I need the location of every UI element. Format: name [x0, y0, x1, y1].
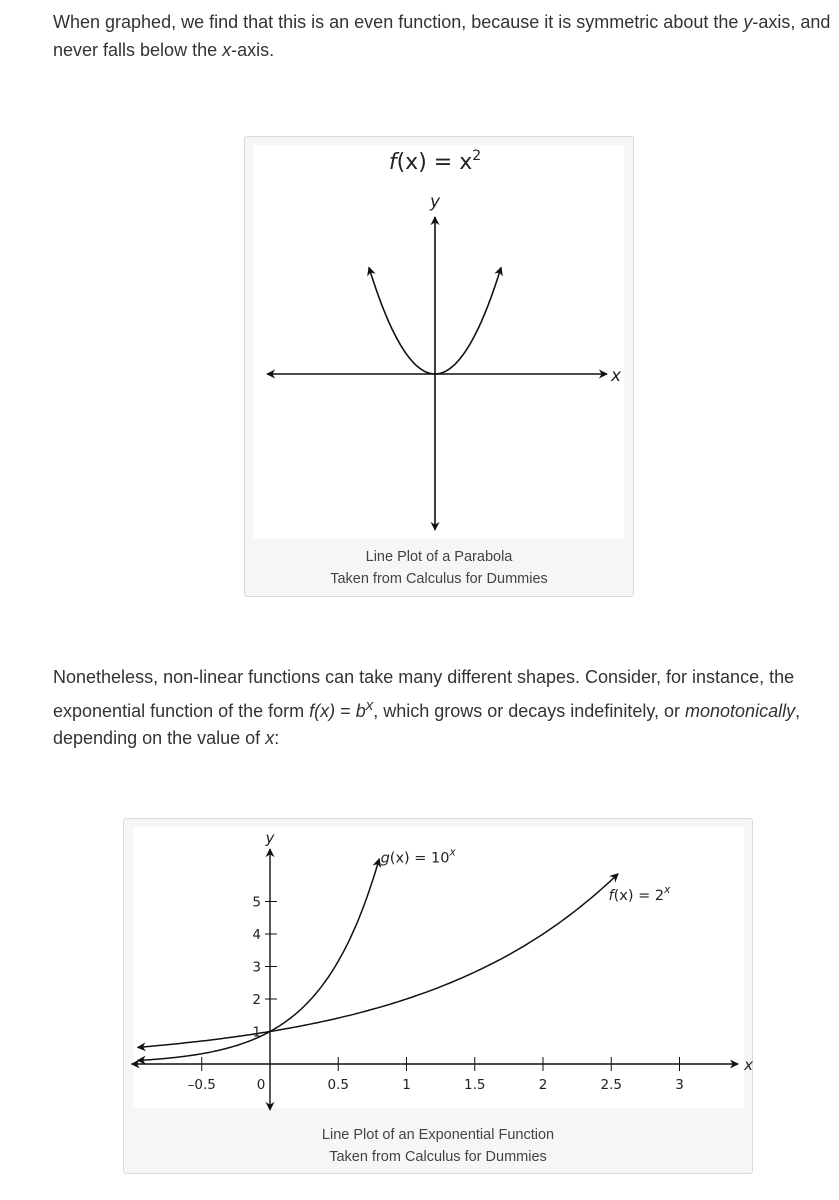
title-rest: (x) = x: [396, 150, 473, 175]
caption-line-2: Taken from Calculus for Dummies: [329, 1149, 547, 1165]
y-tick-label: 1: [252, 1024, 261, 1041]
exponential-plot-area: [133, 827, 753, 1108]
x-axis-label: x: [744, 1056, 753, 1074]
italic-x: x: [265, 728, 275, 748]
x-tick-label: 2.5: [600, 1077, 622, 1093]
caption-line-1: Line Plot of an Exponential Function: [321, 1127, 555, 1143]
y-tick-label: 2: [252, 992, 261, 1008]
exponential-caption: [124, 1124, 752, 1168]
italic-b: b: [355, 700, 366, 721]
parabola-y-label: y: [429, 192, 441, 212]
text-span: , depending on the value of: [53, 700, 801, 748]
exponential-figure: [123, 818, 753, 1174]
x-tick-label: 3: [675, 1077, 684, 1093]
caption-line-1: Line Plot of a Parabola: [365, 549, 513, 565]
parabola-chart: [253, 145, 624, 539]
paragraph-even-function: [53, 9, 833, 64]
parabola-title: [389, 148, 481, 175]
x-tick-label: 0.5: [327, 1077, 349, 1093]
exponential-labels: [188, 829, 753, 1093]
title-f: f: [388, 150, 397, 175]
series-line-f: [138, 874, 618, 1048]
parabola-caption: [245, 546, 633, 590]
series-label-f: $f(x) = 2^x$: [608, 883, 671, 904]
y-tick-label: 5: [252, 894, 261, 911]
text-span: =: [335, 700, 356, 721]
series-label-g: $g(x) = 10^x$: [380, 846, 456, 867]
italic-exponent-x: x: [365, 696, 374, 714]
italic-fx: f(x): [309, 700, 336, 721]
title-exponent: 2: [472, 148, 482, 164]
x-tick-label: 2: [538, 1077, 548, 1093]
paragraph-exponential: [53, 664, 833, 753]
italic-y: y: [743, 12, 753, 32]
text-span: -axis.: [231, 39, 275, 60]
parabola-figure: [244, 136, 634, 597]
text-span: When graphed, we find that this is an even function, because it is symmetric about the: [53, 12, 744, 32]
y-tick-label: 3: [252, 959, 261, 976]
parabola-plot-area: [253, 145, 624, 539]
text-span: Nonetheless, non-linear functions can take many different shapes. Consider, for instance, the exponential function of the form: [53, 667, 795, 721]
y-tick-label: 4: [252, 927, 261, 943]
x-tick-label: 0: [256, 1077, 266, 1093]
y-axis-label: y: [265, 829, 275, 847]
text-span: -axis, and never falls below the: [53, 12, 831, 60]
x-tick-label: 1: [402, 1077, 411, 1093]
exponential-chart: [133, 827, 753, 1108]
caption-line-2: Taken from Calculus for Dummies: [330, 571, 548, 587]
parabola-x-label: x: [611, 366, 622, 386]
text-span: :: [274, 728, 280, 748]
italic-monotonically: monotonically: [685, 700, 796, 721]
exponential-curves: [138, 859, 618, 1061]
italic-x: x: [222, 39, 232, 60]
x-tick-label: 1.5: [464, 1077, 486, 1093]
text-span: , which grows or decays indefinitely, or: [373, 700, 686, 721]
x-tick-label: –0.5: [187, 1077, 216, 1093]
